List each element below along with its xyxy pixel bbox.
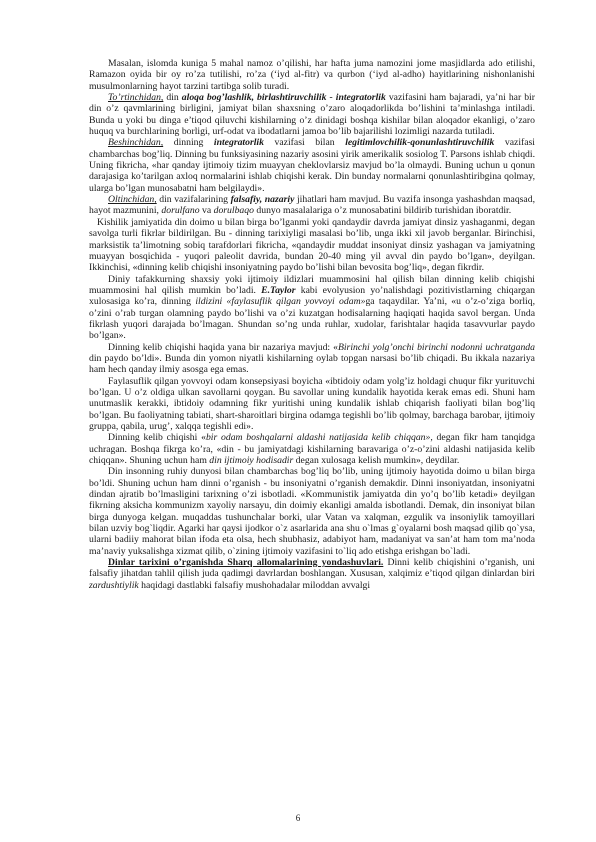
- text-run: Faylasuflik qilgan yovvoyi odam konsepsiyasi boyicha «ibtidoiy odam yolg’iz holdagi chuqur fikr yurituvchi bo’lgan. U o’z oldiga ulkan savollarni qoygan. Bu savollar uning kundalik hayotida kerak emas edi. Shuni ham unutmaslik kerakki, ibtidoiy odamning fikr yuritishi uning kundalik ishlab chiqarish faoliyati bilan bog’liq bo’lgan. Bu faoliyatning tabiati, shart-sharoitlari birgina odamga tegishli bo’lib qolmay, barchaga barobar, ijtimoiy gruppa, qabila, urug’, xalqqa tegishli edi».: [89, 375, 535, 432]
- paragraph-6: [89, 274, 535, 342]
- paragraph-7: [89, 342, 535, 376]
- text-run: degan xulosaga kelish mumkin», deydilar.: [293, 455, 460, 467]
- paragraph-11: [89, 557, 535, 591]
- paragraph-8: [89, 376, 535, 433]
- text-run: din paydo bo’ldi». Bunda din yomon niyatli kishilarning oylab topgan narsasi bo’lib chiqadi. Bu ikkala nazariya ham hech qanday ilmiy asosga ega emas.: [89, 352, 535, 376]
- text-run: ga taqaydilar. Ya’ni, «u o’z-o’ziga borliq, o’zini o’rab turgan olamning paydo bo’lishi va o’zi kuzatgan hodisalarning haqiqati haqida savol bergan. Unda fikrlash yuqori darajada bo’lmagan. Shundan so’ng unda ruhlar, xudolar, farishtalar haqida tasavvurlar paydo bo’lgan».: [89, 296, 535, 342]
- author-name: E.Taylor: [261, 284, 296, 296]
- italic-quote: bir odam boshqalarni aldashi natijasida kelib chiqqan»: [205, 432, 431, 444]
- text-run: , degan fikr ham tanqidga uchragan. Boshqa fikrga ko’ra, «din - bu jamiyatdagi kishilarning baravariga o’z-o’zini aldashi natijasida kelib chiqqan». Shuning uchun ham: [89, 432, 535, 467]
- paragraph-4: [89, 194, 535, 217]
- key-term: falsafiy, nazariy: [230, 194, 295, 206]
- text-run: haqidagi dastlabki falsafiy mushohadalar miloddan avvalgi: [138, 579, 371, 591]
- text-run: va: [199, 205, 214, 217]
- italic-term: din ijtimoiy hodisadir: [209, 455, 294, 467]
- italic-term: dorulfano: [161, 205, 200, 217]
- italic-term: zardushtiylik: [89, 579, 139, 591]
- ordinal-marker: Beshinchidan,: [108, 137, 164, 149]
- paragraph-9: [89, 432, 535, 466]
- paragraph-5: [89, 217, 535, 274]
- paragraph-10: [89, 466, 535, 557]
- text-run: din: [163, 92, 182, 104]
- text-run: din vazifalarining: [156, 194, 231, 206]
- paragraph-1: [89, 58, 535, 92]
- text-run: Diniy tafakkurning shaxsiy yoki ijtimoiy ildizlari muammosini hal qilish bilan dinning kelib chiqishi muammosini hal qilish mumkin bo’ladi.: [89, 273, 535, 296]
- text-run: jihatlari ham mavjud. Bu vazifa insonga yashashdan maqsad, hayot mazmunini,: [89, 194, 535, 217]
- text-run: dinning: [163, 137, 214, 149]
- ordinal-marker: Oltinchidan,: [108, 194, 157, 206]
- key-term: legitimlovchilik-qonunlashtiruvchilik: [345, 137, 495, 149]
- key-term: integratorlik: [213, 137, 264, 149]
- page-number: 6: [295, 813, 301, 823]
- text-run: kabi evolyusion yo’nalishdagi pozitivistlarning chiqargan xulosasiga ko’ra, dinning: [89, 284, 535, 308]
- text-run: Dinni kelib chiqishini o’rganish, uni falsafiy jihatdan tahlil qilish juda qadimgi davrlardan boshlangan. Xususan, xalqimiz e’tiqod qilgan dinlardan biri: [89, 557, 535, 580]
- text-run: Dinning kelib chiqishi «: [108, 432, 206, 444]
- italic-quote: Birinchi yolg’onchi birinchi nodonni uchratganda: [337, 341, 535, 353]
- paragraph-2: [89, 92, 535, 137]
- text-run: Dinning kelib chiqishi haqida yana bir nazariya mavjud: «: [108, 341, 338, 353]
- italic-term: dorulbaqo: [213, 205, 254, 217]
- text-run: Kishilik jamiyatida din doimo u bilan birga bo’lganmi yoki qandaydir davrda jamiyat dinsiz yashaganmi, degan savolga turli fikrlar bildirilgan. Bu - dinning tarixiyligi masalasi bo’lib, unga ikki xil javob berganlar. Birinchisi, marksistik ta’limotning sobiq tarafdorlari fikricha, «qandaydir muddat insoniyat dinsiz yashagan va jamiyatning muayyan bosqichida - yuqori paleolit davrida, bundan 20-40 ming yil avval din paydo bo’lgan», deyilgan. Ikkinchisi, «dinning kelib chiqishi insoniyatning paydo bo’lishi bilan bevosita bog’liq», degan fikrdir.: [89, 216, 535, 274]
- text-run: Masalan, islomda kuniga 5 mahal namoz o’qilishi, har hafta juma namozini jome masjidlarda ado etilishi, Ramazon oyida bir oy ro’za tutilishi, ro’za (‘iyd al-fitr) va qurbon (‘iyd al-adho) hayitlarining nishonlanishi musulmonlarning hayot tarzini tartibga solib turadi.: [89, 58, 535, 92]
- italic-term: ildizini «faylasuflik qilgan yovvoyi odam»: [195, 296, 366, 308]
- key-term: aloqa bog’lashlik, birlashtiruvchilik - integratorlik: [181, 92, 386, 104]
- text-run: Din insonning ruhiy dunyosi bilan chambarchas bog’liq bo’lib, uning ijtimoiy hayotida doimo u bilan birga bo’ldi. Shuning uchun ham dinni o’rganish - bu insoniyatni o’rganish demakdir. Dinni insoniyatdan, insoniyatni dindan ajratib bo’lmasligini tarixning o’zi isbotladi. «Kommunistik jamiyatda din yo’q bo’lib ketadi» deyilgan fikrning aksicha kommunizm xayoliy narsayu, din doimiy ekanligi amalda isbotlandi. Demak, din insoniyat bilan birga dunyoga kelgan. muqaddas tushunchalar borki, ular Vatan va xalqman, ezgulik va insoniylik tamoyillari bilan uzviy bog`liqdir. Agarki har qaysi ijodkor o`z asarlarida ana shu o`lmas g`oyalarni bosh maqsad qilib qo`ysa, ularni badiiy mahorat bilan ifoda eta olsa, hech shubhasiz, adabiyot ham, madaniyat va san’at ham tom ma’noda ma’naviy yuksalishga xizmat qilib, o`zining ijtimoiy vazifasini to`liq ado etishga erishgan bo`ladi.: [89, 466, 535, 557]
- paragraph-3: [89, 137, 535, 194]
- text-run: vazifasi chambarchas bog’liq. Dinning bu funksiyasining nazariy asosini yirik amerikalik sosiolog T. Parsons ishlab chiqdi. Uning fikricha, «har qanday ijtimoiy tizim muayyan cheklovlarsiz mavjud bo’la olmaydi. Buning uchun u qonun darajasiga ko’tarilgan axloq normalarini ishlab chiqishi kerak. Din bunday normalarni qonunlashtiribgina qolmay, ularga bo’lgan munosabatni ham belgilaydi».: [89, 137, 535, 194]
- text-run: dunyo masalalariga o’z munosabatini bildirib turishidan iboratdir.: [253, 205, 512, 217]
- section-heading: Dinlar tarixini o’rganishda Sharq allomalarining yondashuvlari.: [108, 557, 384, 569]
- text-run: vazifasini ham bajaradi, ya’ni har bir din o’z qavmlarining birligini, jamiyat bilan shaxsning o’zaro aloqadorlikda bo’lishini ta’minlashga intiladi. Bunda u yoki bu dinga e’tiqod qiluvchi kishilarning o’z dinidagi boshqa kishilar bilan aloqador ekanligi, o’zaro huquq va burchlarining borligi, urf-odat va ibodatlarni jamoa bo’lib bajarilishi lozimligi nazarda tutiladi.: [89, 92, 535, 138]
- text-run: vazifasi bilan: [263, 137, 346, 149]
- ordinal-marker: To’rtinchidan,: [108, 92, 164, 104]
